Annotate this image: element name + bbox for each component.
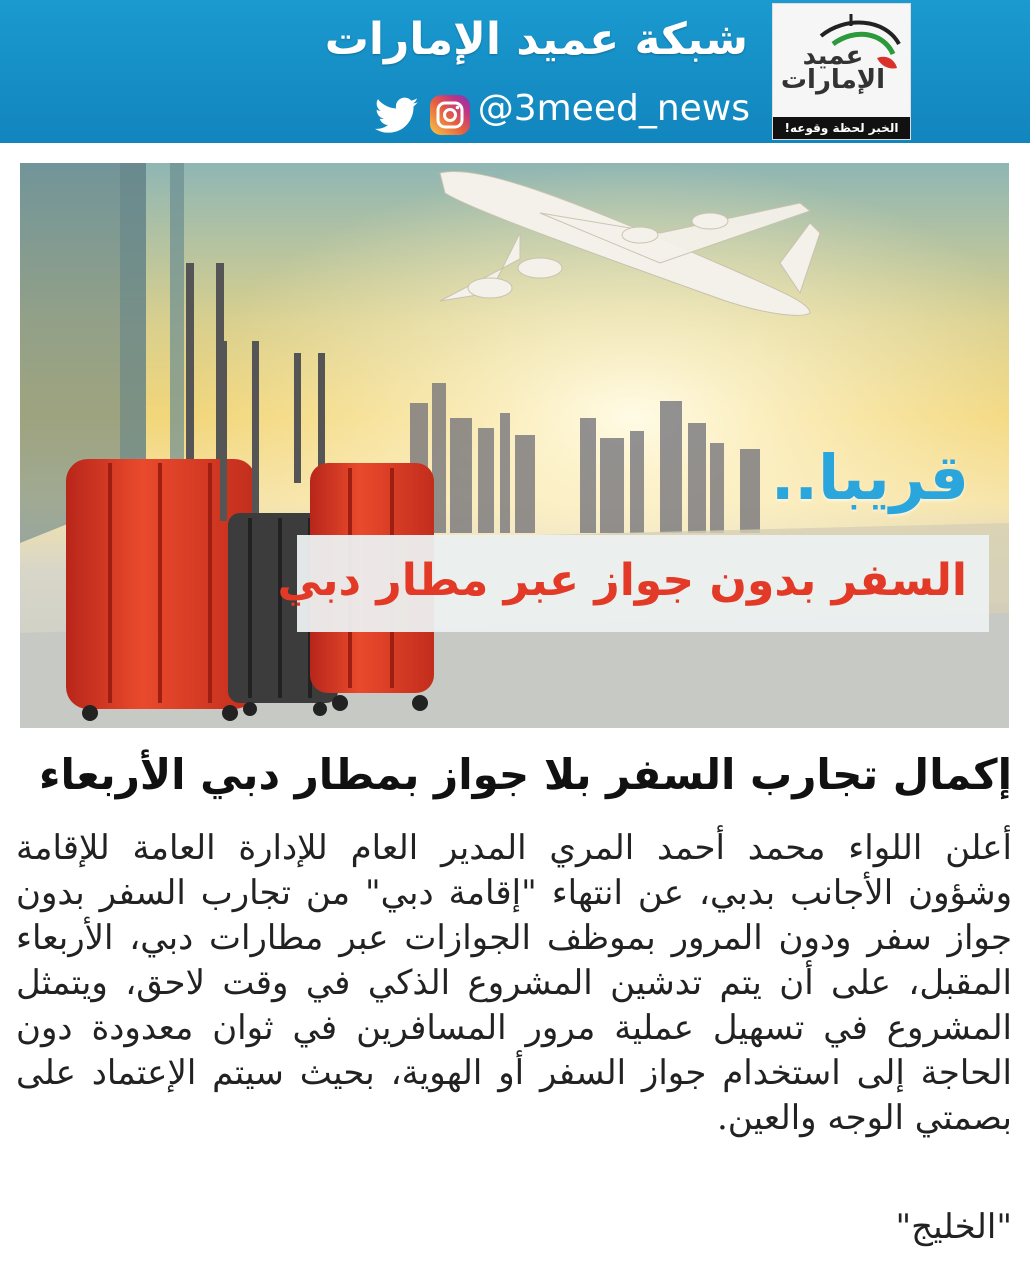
hero-image — [20, 163, 1009, 728]
brand-logo[interactable] — [772, 3, 911, 140]
hero-overline: قريبا.. — [770, 441, 969, 514]
header-bar — [0, 0, 1030, 143]
twitter-icon[interactable] — [375, 97, 419, 135]
hero-banner-text: السفر بدون جواز عبر مطار دبي — [277, 555, 967, 606]
logo-tagline: الخبر لحظة وقوعه! — [773, 117, 910, 139]
article-body: أعلن اللواء محمد أحمد المري المدير العام للإدارة العامة للإقامة وشؤون الأجانب بدبي، عن انتهاء "إقامة دبي" من تجارب السفر بدون جواز سفر ودون المرور بموظف الجوازات عبر مطارات دبي، الأربعاء المقبل، على أن يتم تدشين المشروع الذكي في وقت لاحق، ويتمثل المشروع في تسهيل عملية مرور المسافرين في ثوان معدودة دون الحاجة إلى استخدام جواز السفر أو الهوية، بحيث سيتم الإعتماد على بصمتي الوجه والعين. — [16, 828, 1012, 1138]
network-title: شبكة عميد الإمارات — [324, 14, 748, 65]
instagram-icon[interactable] — [430, 95, 470, 135]
hero-banner — [277, 535, 989, 632]
social-handle[interactable]: @3meed_news — [477, 88, 750, 129]
logo-wordmark: عميد الإمارات — [780, 41, 886, 95]
article-headline: إكمال تجارب السفر بلا جواز بمطار دبي الأربعاء — [38, 750, 1012, 799]
article-source: "الخليج" — [895, 1207, 1012, 1247]
